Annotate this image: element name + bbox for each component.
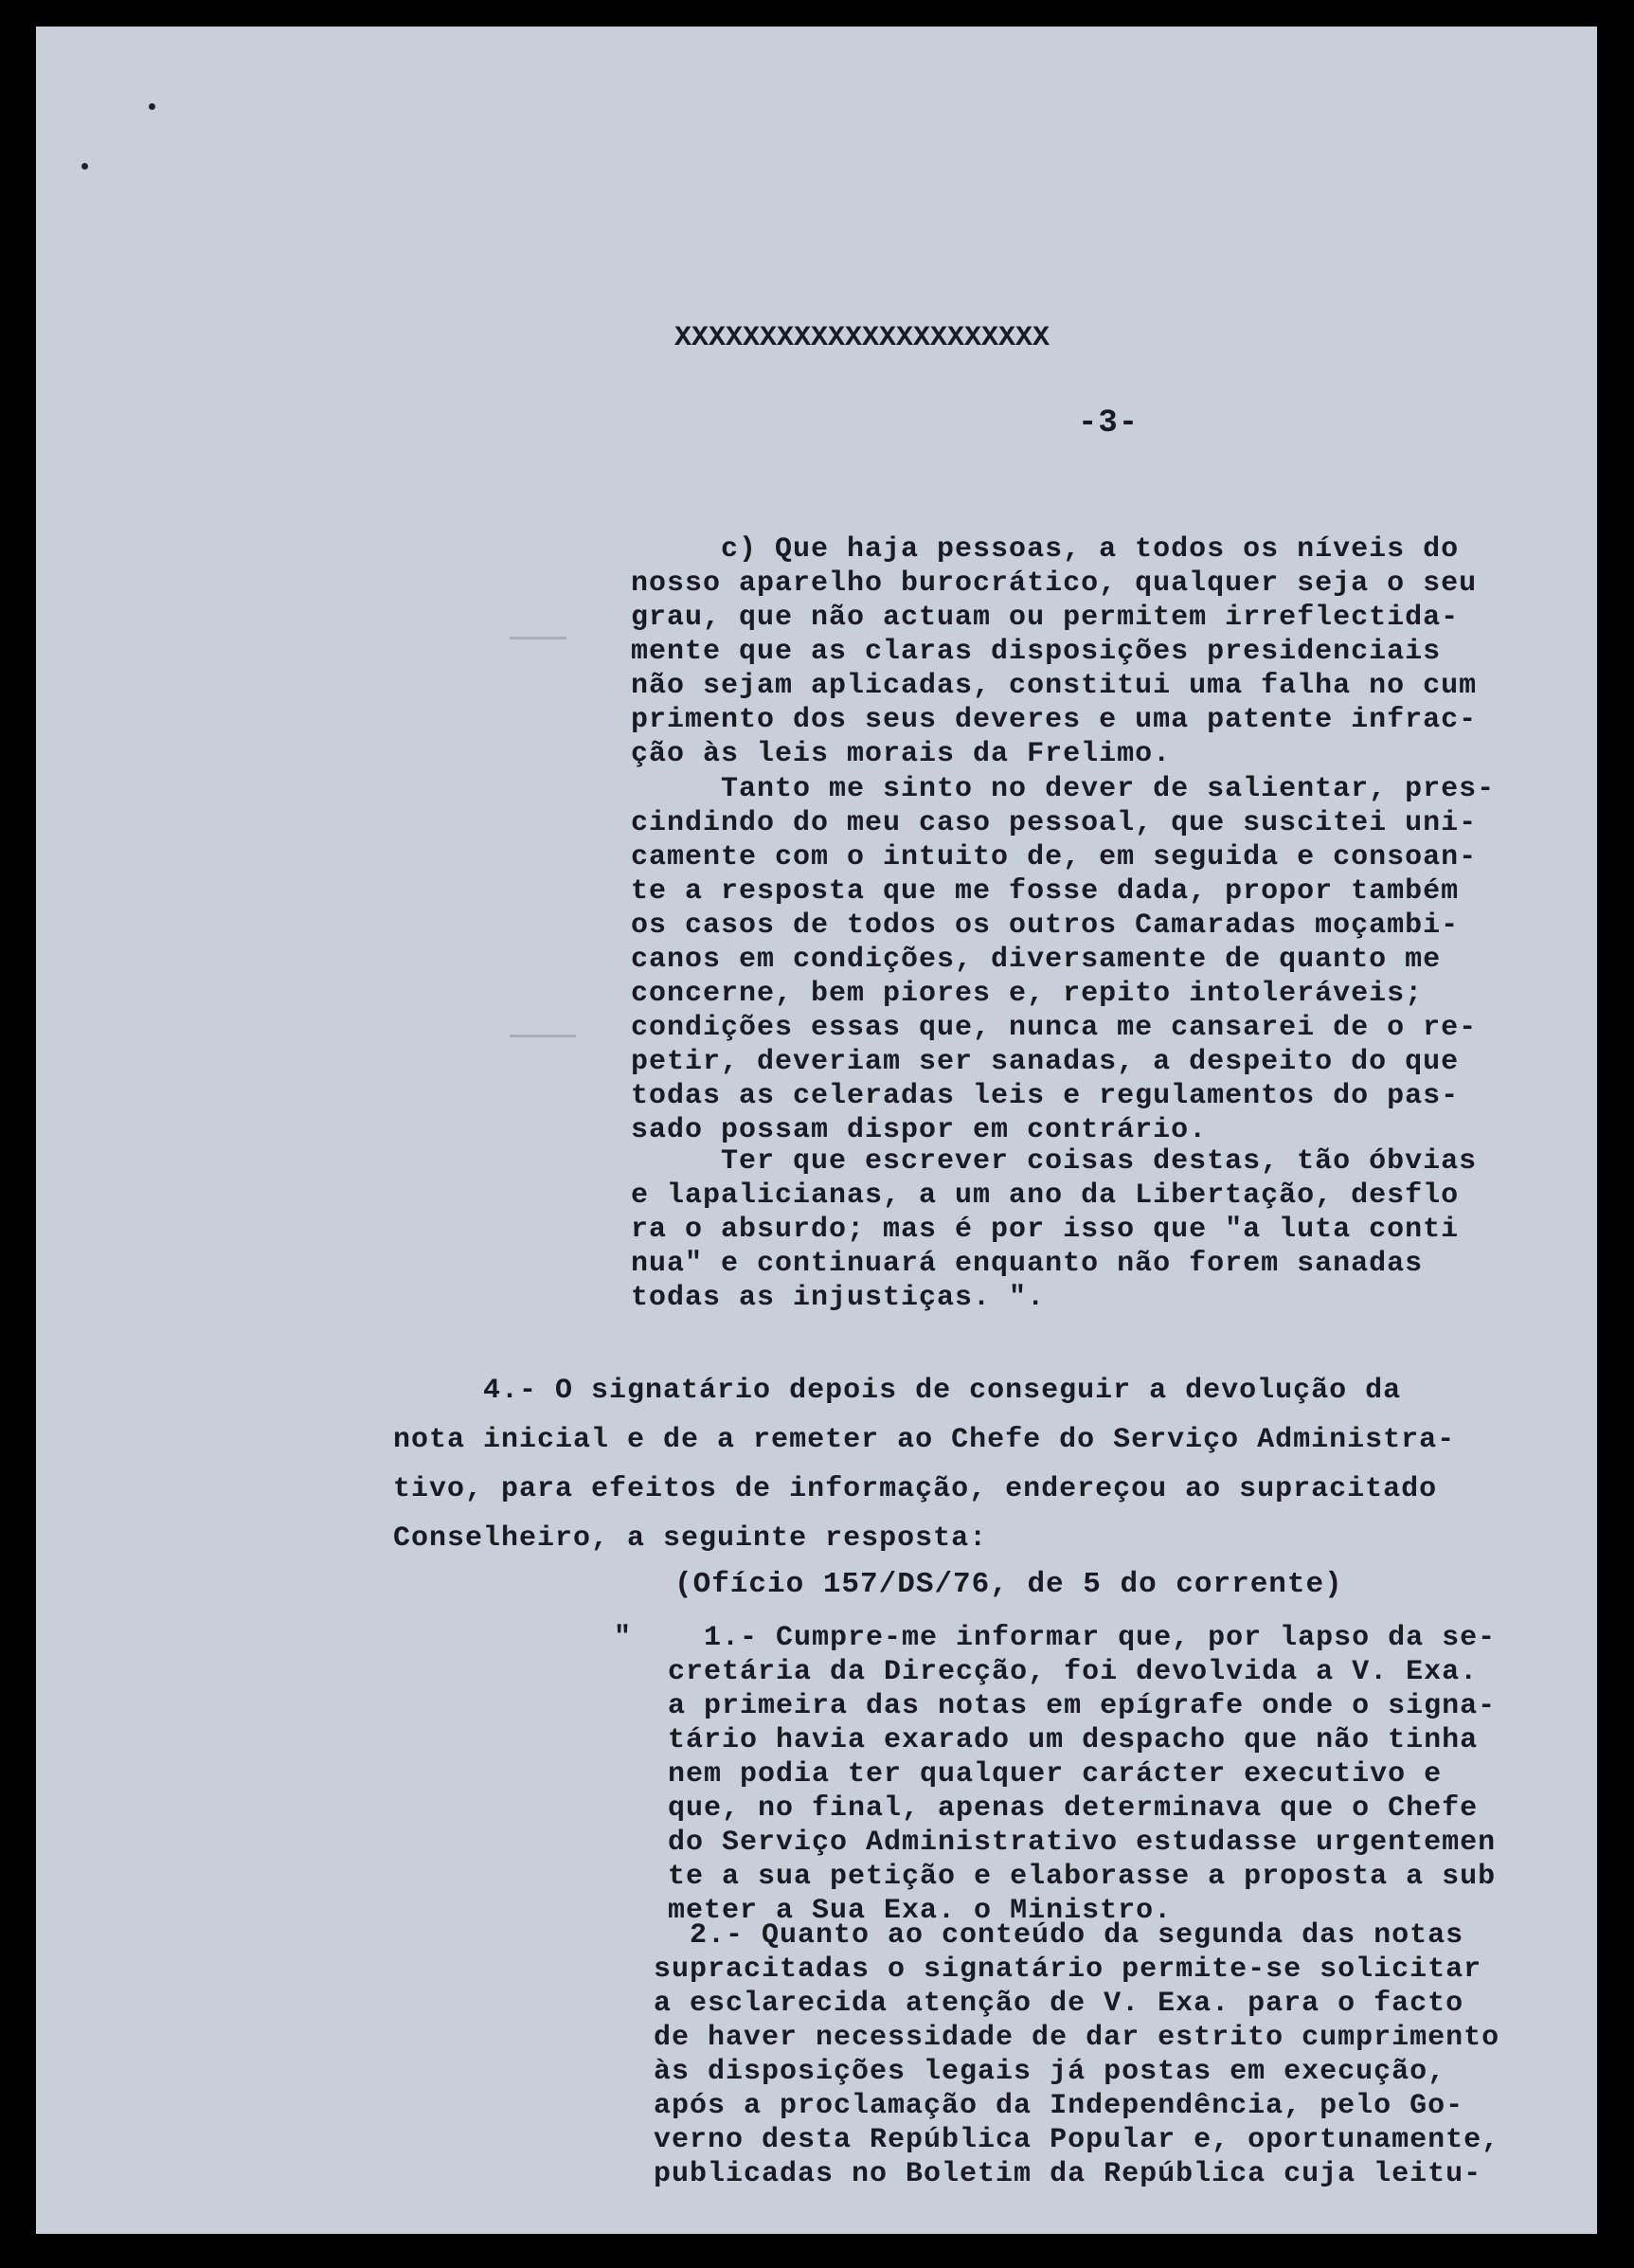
text-line: te a resposta que me fosse dada, propor também (631, 875, 1460, 908)
text-line: não sejam aplicadas, constitui uma falha no cum (631, 670, 1478, 702)
text-line: condições essas que, nunca me cansarei de o re- (631, 1012, 1478, 1044)
text-line: nota inicial e de a remeter ao Chefe do Serviço Administra- (393, 1424, 1456, 1456)
text-line: e lapalicianas, a um ano da Libertação, desflo (631, 1179, 1460, 1212)
text-line: Conselheiro, a seguinte resposta: (393, 1522, 988, 1555)
text-line: grau, que não actuam ou permitem irreflectida- (631, 602, 1460, 634)
text-line: que, no final, apenas determinava que o Chefe (614, 1792, 1479, 1825)
text-line: Tanto me sinto no dever de salientar, pres- (631, 773, 1496, 805)
text-line: petir, deveriam ser sanadas, a despeito do que (631, 1046, 1460, 1078)
struck-out-header: XXXXXXXXXXXXXXXXXXXXXX (674, 322, 1050, 354)
text-line: cretária da Direcção, foi devolvida a V. Exa. (614, 1656, 1479, 1688)
text-line: a esclarecida atenção de V. Exa. para o facto (654, 1988, 1464, 2020)
text-line: ra o absurdo; mas é por isso que "a luta conti (631, 1214, 1460, 1246)
text-line: nem podia ter qualquer carácter executivo e (614, 1758, 1443, 1791)
text-line: todas as injustiças. ". (631, 1282, 1046, 1314)
text-line: nua" e continuará enquanto não forem sanadas (631, 1248, 1424, 1280)
text-line: cindindo do meu caso pessoal, que suscitei uni- (631, 807, 1478, 839)
text-line: todas as celeradas leis e regulamentos do pas- (631, 1080, 1460, 1112)
text-line: 2.- Quanto ao conteúdo da segunda das notas (654, 1919, 1464, 1952)
text-line: concerne, bem piores e, repito intoleráveis; (631, 978, 1424, 1010)
text-line: 4.- O signatário depois de conseguir a devolução da (393, 1375, 1402, 1407)
text-line: os casos de todos os outros Camaradas moçambi- (631, 909, 1460, 942)
text-line: sado possam dispor em contrário. (631, 1114, 1208, 1146)
text-line: publicadas no Boletim da República cuja leitu- (654, 2158, 1482, 2190)
text-line: c) Que haja pessoas, a todos os níveis do (631, 533, 1460, 566)
paragraph-4 (393, 1366, 1455, 1563)
text-line: tário havia exarado um despacho que não tinha (614, 1724, 1479, 1756)
text-line: do Serviço Administrativo estudasse urgentemen (614, 1827, 1497, 1859)
paragraph-ter (631, 1144, 1477, 1315)
text-line: camente com o intuito de, em seguida e consoan- (631, 841, 1478, 873)
paragraph-1 (614, 1621, 1496, 1928)
text-line: canos em condições, diversamente de quanto me (631, 944, 1442, 976)
text-line: mente que as claras disposições presidenciais (631, 636, 1442, 668)
paragraph-2 (654, 1918, 1499, 2191)
text-line: " 1.- Cumpre-me informar que, por lapso da se- (614, 1622, 1497, 1654)
text-line: Ter que escrever coisas destas, tão óbvias (631, 1145, 1478, 1178)
text-line: após a proclamação da Independência, pelo Go- (654, 2090, 1464, 2122)
text-line: a primeira das notas em epígrafe onde o signa- (614, 1690, 1497, 1722)
text-line: tivo, para efeitos de informação, endereçou ao supracitado (393, 1473, 1438, 1505)
text-line: meter a Sua Exa. o Ministro. (614, 1895, 1173, 1927)
paragraph-tanto (631, 772, 1495, 1147)
text-line: ção às leis morais da Frelimo. (631, 738, 1172, 770)
text-line: primento dos seus deveres e uma patente infrac- (631, 704, 1478, 736)
paragraph-c (631, 532, 1477, 771)
text-line: de haver necessidade de dar estrito cumprimento (654, 2022, 1500, 2054)
text-line: às disposições legais já postas em execução, (654, 2056, 1446, 2088)
page-number: -3- (1078, 405, 1140, 441)
text-line: verno desta República Popular e, oportunamente, (654, 2124, 1500, 2156)
oficio-reference: (Ofício 157/DS/76, de 5 do corrente) (674, 1568, 1343, 1601)
text-line: supracitadas o signatário permite-se solicitar (654, 1953, 1482, 1986)
text-line: te a sua petição e elaborasse a proposta a sub (614, 1861, 1497, 1893)
text-line: nosso aparelho burocrático, qualquer seja o seu (631, 567, 1478, 600)
